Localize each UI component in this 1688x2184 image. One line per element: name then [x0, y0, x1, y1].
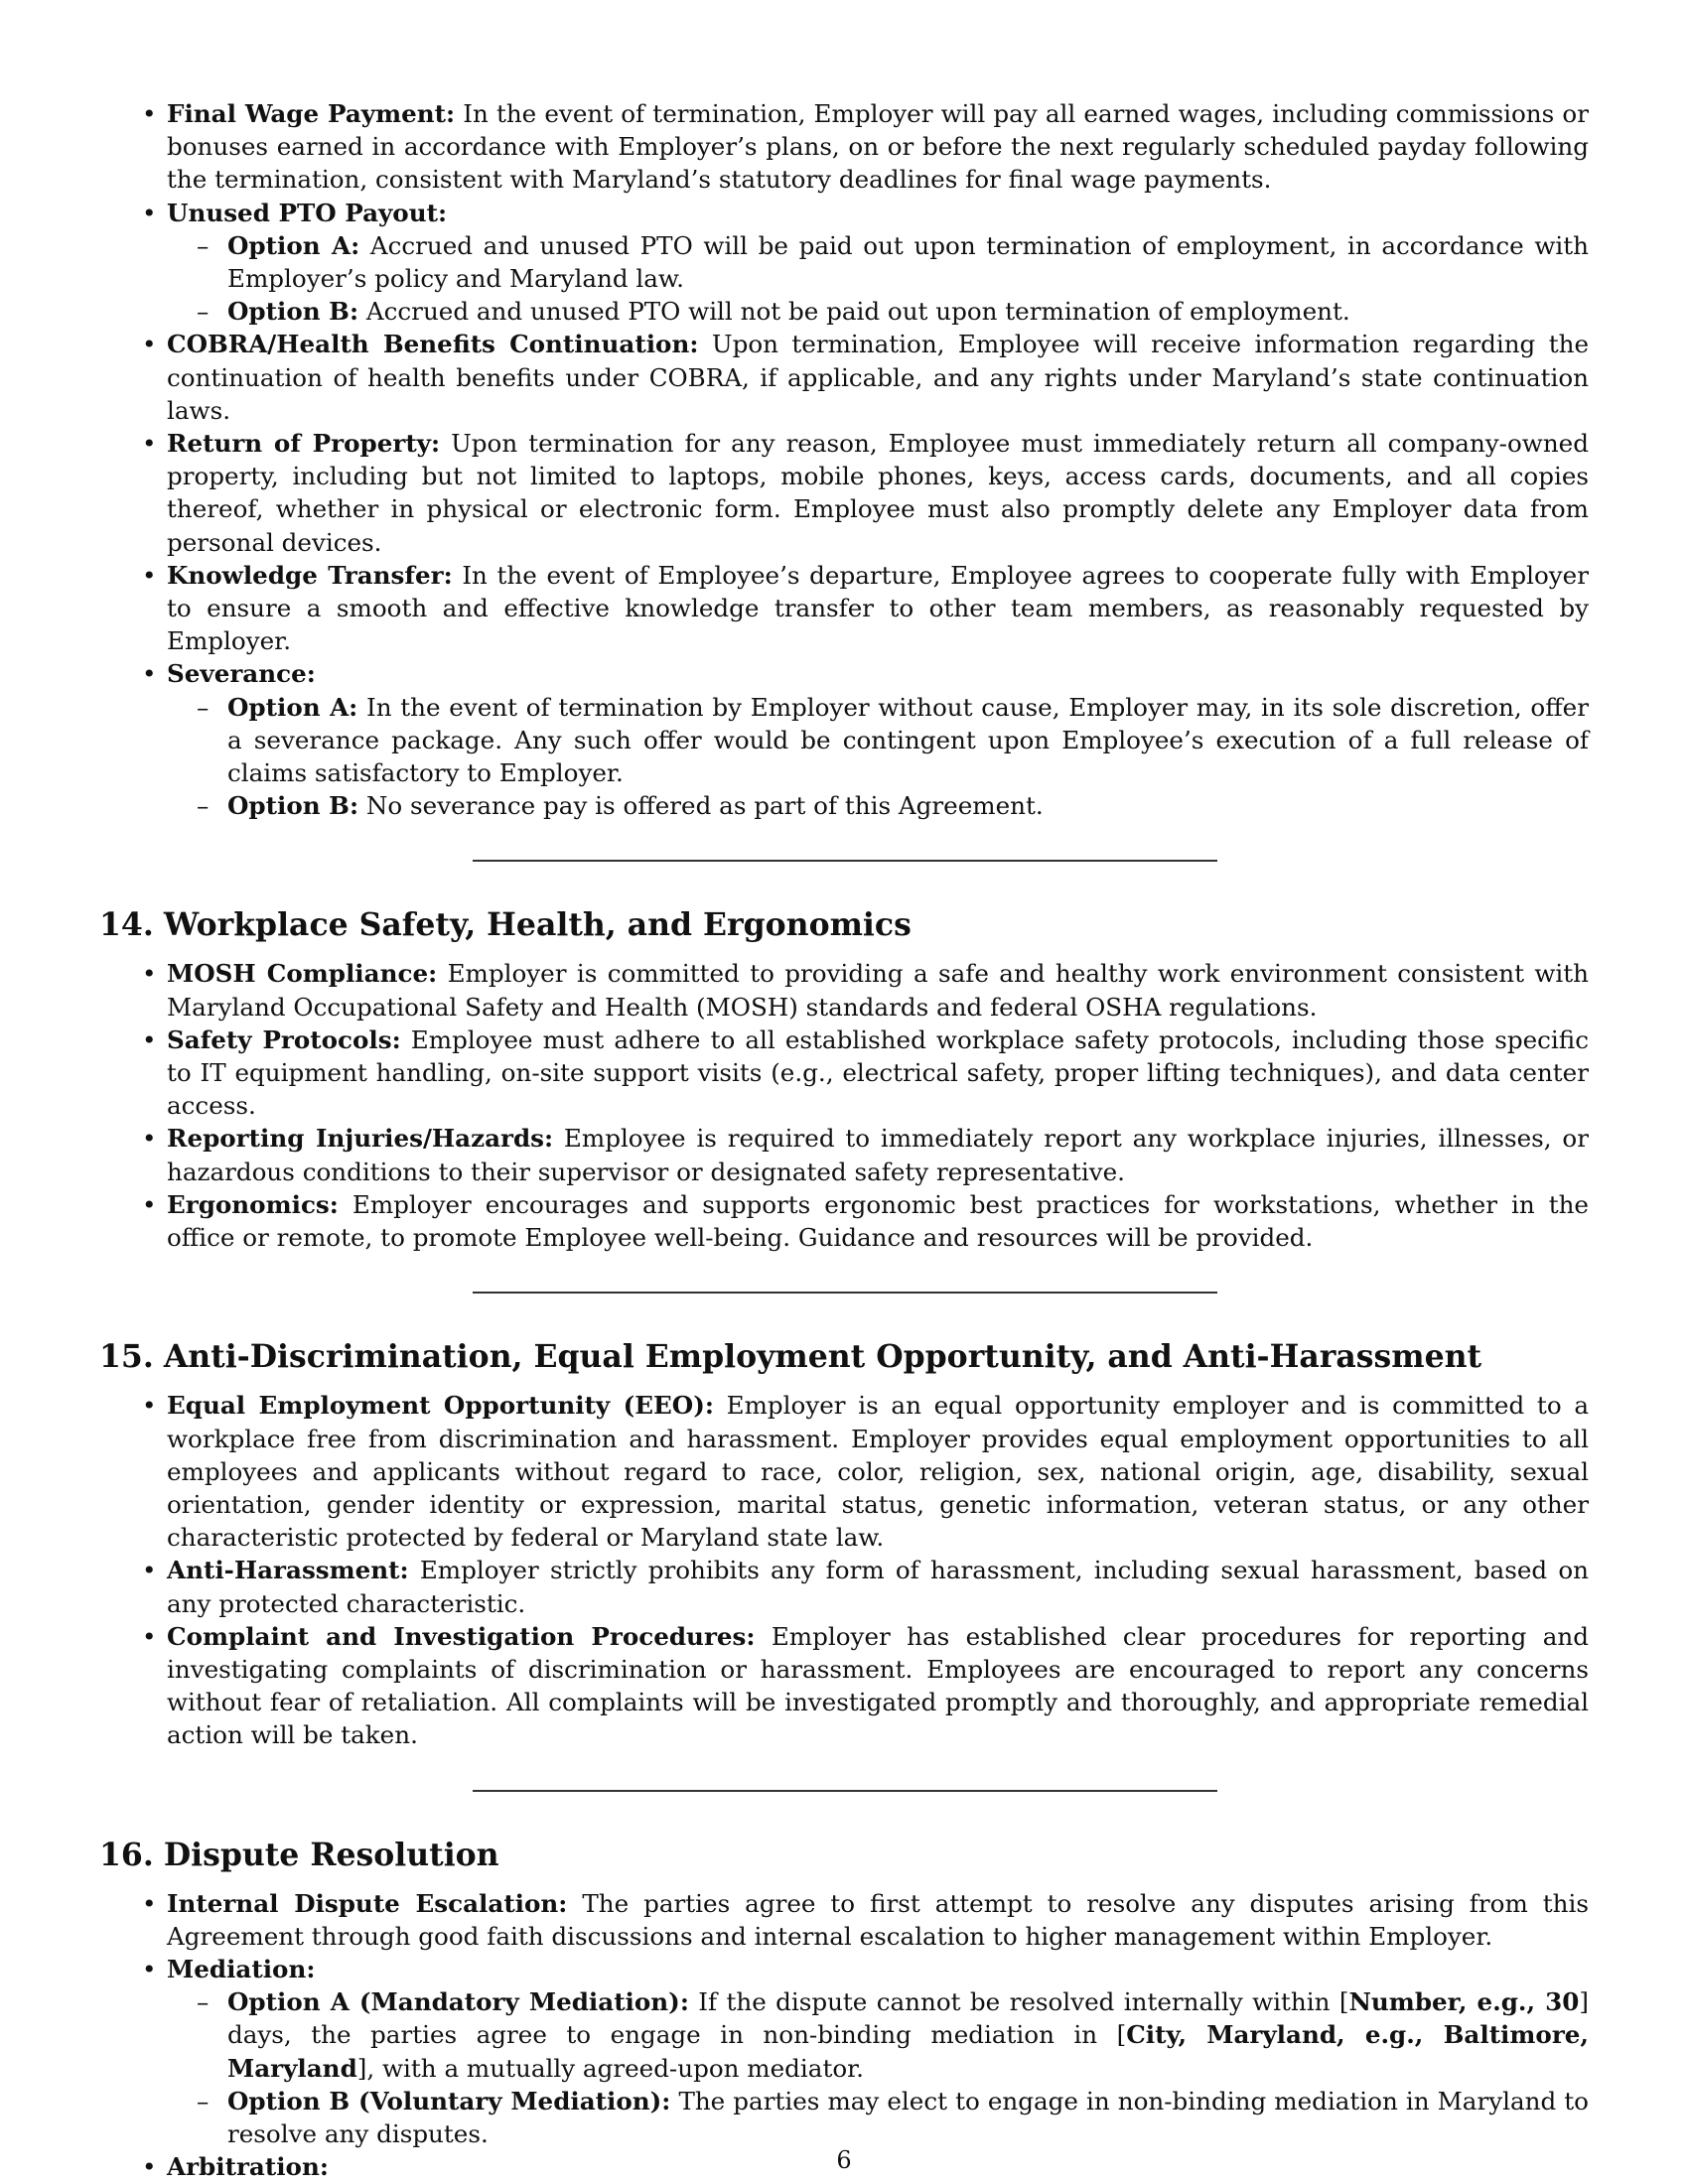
item-text: In the event of termination by Employer without cause, Employer may, in its sole discretion, offer a severance package. Any such offer would be contingent upon Employee’s execution of a full release of claims satisfactory to Employer.	[227, 692, 1589, 788]
section-16-heading	[99, 1836, 1589, 1875]
section-15-heading	[99, 1337, 1589, 1377]
item-label: Ergonomics:	[167, 1189, 339, 1219]
item-text: Employer encourages and supports ergonomic best practices for workstations, whether in the office or remote, to promote Employee well-being. Guidance and resources will be provided.	[167, 1189, 1589, 1253]
list-item	[167, 328, 1589, 427]
section-16-list	[99, 1887, 1589, 2184]
item-label: Knowledge Transfer:	[167, 560, 453, 590]
section-title: Anti-Discrimination, Equal Employment Opportunity, and Anti-Harassment	[163, 1338, 1482, 1376]
item-text: Employee is required to immediately report any workplace injuries, illnesses, or hazardous conditions to their supervisor or designated safety representative.	[167, 1124, 1589, 1186]
item-label: COBRA/Health Benefits Continuation:	[167, 330, 699, 359]
list-item	[167, 957, 1589, 1023]
item-text: If the dispute cannot be resolved internally within [	[698, 1987, 1349, 2017]
item-label: Safety Protocols:	[167, 1024, 401, 1054]
section-number: 16.	[99, 1836, 154, 1873]
item-text: Accrued and unused PTO will be paid out upon termination of employment, in accordance with Employer’s policy and Maryland law.	[227, 230, 1589, 294]
section-number: 14.	[99, 906, 154, 944]
item-label: Severance:	[167, 659, 316, 689]
item-text: Employer is an equal opportunity employer and is committed to a workplace free from discrimination and harassment. Employer provides equal employment opportunities to all employees and applicants without regard to race, color, religion, sex, national origin, age, disability, sexual orientation, gender identity or expression, marital status, genetic information, veteran status, or any other characteristic protected by federal or Maryland state law.	[167, 1391, 1589, 1553]
item-label: Option A:	[227, 230, 360, 260]
sub-list-item	[227, 2085, 1589, 2150]
list-item	[167, 1024, 1589, 1123]
item-text: Employer is committed to providing a safe and healthy work environment consistent with Maryland Occupational Safety and Health (MOSH) standards and federal OSHA regulations.	[167, 959, 1589, 1022]
section-14-list	[99, 957, 1589, 1254]
section-divider	[473, 860, 1217, 862]
item-label: Mediation:	[167, 1954, 316, 1983]
item-label: Reporting Injuries/Hazards:	[167, 1124, 554, 1154]
item-text: In the event of termination, Employer will pay all earned wages, including commissions or bonuses earned in accordance with Employer’s plans, on or before the next regularly scheduled payday following the termination, consistent with Maryland’s statutory deadlines for final wage payments.	[167, 99, 1589, 195]
section-14-heading	[99, 905, 1589, 945]
page-number: 6	[836, 2146, 852, 2174]
item-label: Return of Property:	[167, 429, 441, 459]
item-text: Accrued and unused PTO will not be paid out upon termination of employment.	[365, 297, 1350, 327]
sub-list-item	[227, 1985, 1589, 2085]
list-item	[167, 1620, 1589, 1752]
list-item	[167, 427, 1589, 559]
item-text: The parties agree to first attempt to resolve any disputes arising from this Agreement through good faith discussions and internal escalation to higher management within Employer.	[167, 1888, 1589, 1951]
item-text: ] days, the parties agree to engage in non-binding mediation in [	[227, 1987, 1589, 2050]
item-label: Equal Employment Opportunity (EEO):	[167, 1391, 714, 1421]
list-item	[167, 1554, 1589, 1619]
section-number: 15.	[99, 1338, 154, 1376]
list-item	[167, 1887, 1589, 1953]
list-item	[167, 657, 1589, 822]
sub-list-item	[227, 295, 1589, 328]
item-text: No severance pay is offered as part of this Agreement.	[365, 791, 1044, 821]
severance-options	[167, 691, 1589, 823]
section-title: Workplace Safety, Health, and Ergonomics	[163, 906, 912, 944]
item-label: Arbitration:	[167, 2152, 329, 2182]
sub-list-item	[227, 789, 1589, 822]
item-label: Final Wage Payment:	[167, 99, 456, 128]
termination-list	[99, 97, 1589, 822]
placeholder-number: Number, e.g., 30	[1348, 1987, 1580, 2017]
section-divider	[473, 1790, 1217, 1792]
item-text: Employer has established clear procedures for reporting and investigating complaints of discrimination or harassment. Employees are encouraged to report any concerns without fear of retaliation. All complaints will be investigated promptly and thoroughly, and appropriate remedial action will be taken.	[167, 1621, 1589, 1750]
item-text: ], with a mutually agreed-upon mediator.	[356, 2053, 865, 2083]
item-label: Option A:	[227, 692, 358, 722]
item-label: Complaint and Investigation Procedures:	[167, 1621, 756, 1651]
pto-options	[167, 229, 1589, 329]
item-label: Unused PTO Payout:	[167, 198, 448, 227]
section-title: Dispute Resolution	[163, 1836, 499, 1873]
item-text: In the event of Employee’s departure, Employee agrees to cooperate fully with Employer to ensure a smooth and effective knowledge transfer to other team members, as reasonably requested by Employer.	[167, 560, 1589, 656]
list-item	[167, 1122, 1589, 1187]
placeholder-city: City, Maryland, e.g., Baltimore, Maryland	[227, 2020, 1589, 2083]
list-item	[167, 1389, 1589, 1554]
item-text: Upon termination, Employee will receive information regarding the continuation of health benefits under COBRA, if applicable, and any rights under Maryland’s state continuation laws.	[167, 330, 1589, 425]
list-item	[167, 97, 1589, 197]
list-item	[167, 197, 1589, 329]
item-label: Option B:	[227, 297, 359, 327]
item-label: MOSH Compliance:	[167, 959, 438, 989]
item-text: Employer strictly prohibits any form of harassment, including sexual harassment, based on any protected characteristic.	[167, 1556, 1589, 1618]
mediation-options	[167, 1985, 1589, 2150]
item-text: The parties may elect to engage in non-binding mediation in Maryland to resolve any disputes.	[227, 2086, 1589, 2148]
item-label: Option A (Mandatory Mediation):	[227, 1987, 689, 2017]
item-label: Option B (Voluntary Mediation):	[227, 2086, 671, 2116]
sub-list-item	[227, 229, 1589, 295]
list-item	[167, 1953, 1589, 2150]
section-divider	[473, 1292, 1217, 1294]
item-label: Option B:	[227, 791, 359, 821]
item-label: Internal Dispute Escalation:	[167, 1888, 568, 1918]
item-label: Anti-Harassment:	[167, 1556, 409, 1585]
item-text: Upon termination for any reason, Employee must immediately return all company-owned property, including but not limited to laptops, mobile phones, keys, access cards, documents, and all copies thereof, whether in physical or electronic form. Employee must also promptly delete any Employer data from personal devices.	[167, 429, 1589, 557]
section-15-list	[99, 1389, 1589, 1751]
sub-list-item	[227, 691, 1589, 790]
item-text: Employee must adhere to all established workplace safety protocols, including those specific to IT equipment handling, on-site support visits (e.g., electrical safety, proper lifting techniques), and data center access.	[167, 1024, 1589, 1121]
list-item	[167, 1188, 1589, 1254]
list-item	[167, 559, 1589, 658]
document-page	[99, 97, 1589, 2183]
